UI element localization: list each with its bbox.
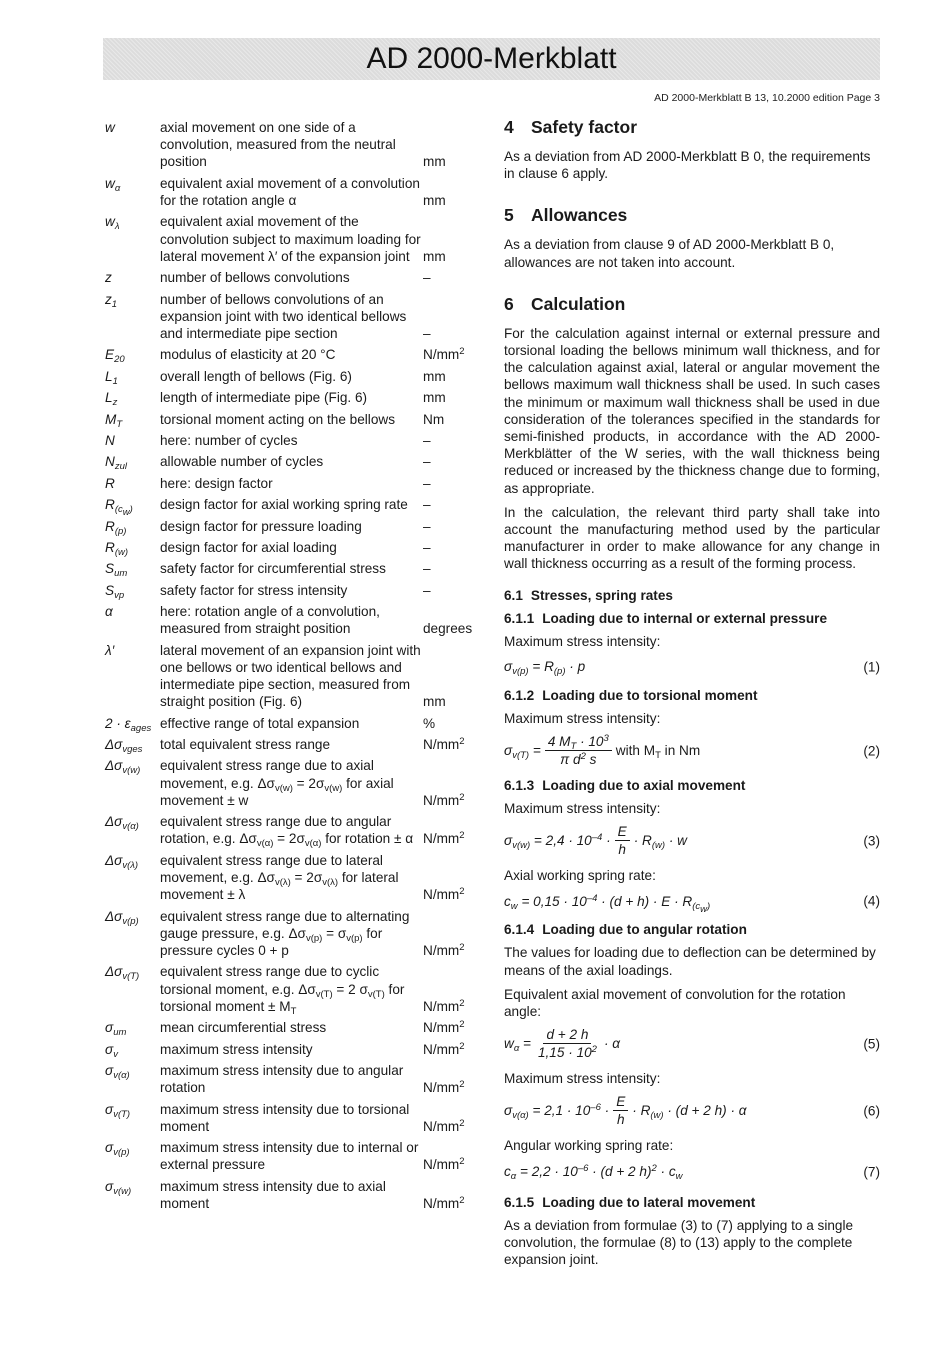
- equation-3-post: · $R_{(w)} \cdot w$: [633, 833, 687, 852]
- equation-2: [504, 734, 880, 767]
- symbol: $N_{zul}$: [105, 454, 127, 473]
- symbol: $\sigma_v$: [105, 1041, 118, 1060]
- symbol-description: effective range of total expansion: [160, 715, 360, 731]
- symbol-unit: Nm: [423, 411, 445, 427]
- symbol-unit: $N/mm^2$: [423, 346, 465, 363]
- symbol: $S_{vp}$: [105, 582, 125, 601]
- symbol-description: equivalent stress range due to lateral movement, e.g. $\Delta\sigma_{v(\lambda)} = 2\sigma_{v(\lambda)}$ for lateral movement ± λ: [160, 852, 399, 903]
- symbol-unit: mm: [423, 390, 446, 406]
- equation-7-text: $c_\alpha = 2,2 \cdot 10^{-6} \cdot (d + 2$ $h)^2 \cdot c_w$: [504, 1163, 683, 1183]
- symbol-row: [105, 813, 480, 850]
- equation-4: [504, 891, 880, 915]
- equation-1: [504, 657, 880, 677]
- symbol-row: [105, 715, 480, 732]
- symbol-description: maximum stress intensity due to axial moment: [160, 1178, 386, 1211]
- section-6-1-2-lead: Maximum stress intensity:: [504, 710, 661, 726]
- symbol: $\Delta\sigma_{v(p)}$: [105, 908, 139, 927]
- section-6-1-4-heading: 6.1.4 Loading due to angular rotation: [504, 922, 747, 938]
- symbol-row: [105, 1178, 480, 1212]
- symbol-unit: –: [423, 432, 431, 448]
- symbol-unit: $N/mm^2$: [423, 886, 465, 903]
- equation-1-text: $\sigma_{v(p)} = R_{(p)} \cdot p$: [504, 659, 586, 678]
- symbol-unit: –: [423, 561, 431, 577]
- symbol-row: [105, 119, 480, 171]
- symbol-unit: mm: [423, 368, 446, 384]
- symbol-unit: mm: [423, 248, 446, 264]
- section-6-1-4-paragraph-1: The values for loading due to deflection can be determined by means of the axial loadings.: [504, 945, 876, 978]
- symbol-row: [105, 603, 480, 637]
- document-banner: [103, 38, 880, 80]
- symbol-description: length of intermediate pipe (Fig. 6): [160, 390, 368, 406]
- symbol-row: [105, 539, 480, 556]
- section-4-heading: 4 Safety factor: [504, 117, 638, 137]
- equation-5-fraction: $\frac{d + 2 h}{1,15 \cdot 10^2}$: [537, 1027, 597, 1061]
- equation-6-fraction: $\frac{E}{h}$: [613, 1094, 628, 1127]
- symbol-unit: –: [423, 497, 431, 513]
- symbol: $w_\lambda$: [105, 214, 120, 233]
- symbol-unit: –: [423, 325, 431, 341]
- section-6-paragraph-2: In the calculation, the relevant third party shall take into account the manufacturing method used by the particular manufacturer in order to make allowance for any change in wall thickness occurring as a result of the forming process.: [504, 504, 880, 572]
- equation-6-pre: $\sigma_{v(\alpha)} = 2,1 \cdot 10^{-6}$ ·: [504, 1102, 610, 1122]
- symbol-row: [105, 432, 480, 449]
- section-6-1-4-paragraph-2: Equivalent axial movement of convolution for the rotation angle:: [504, 986, 846, 1020]
- symbol-description: safety factor for circumferential stress: [160, 561, 386, 577]
- equation-7-number: (7): [863, 1164, 880, 1180]
- section-6-1-5-heading: 6.1.5 Loading due to lateral movement: [504, 1194, 756, 1210]
- symbol: $R_{(w)}$: [105, 539, 129, 558]
- banner-title: AD 2000-Merkblatt: [366, 42, 617, 75]
- symbol-row: [105, 175, 480, 209]
- symbol: $\Delta\sigma_{v(T)}$: [105, 964, 140, 983]
- section-6-1-4-lead: Maximum stress intensity:: [504, 1071, 661, 1087]
- symbol-description: equivalent stress range due to cyclic torsional moment, e.g. $\Delta\sigma_{v(T)} = 2$ $\sigma_{v(T)}$ for torsional moment ± $M_T$: [160, 964, 405, 1017]
- symbol-description: here: rotation angle of a convolution, measured from straight position: [160, 604, 380, 637]
- equation-4-text: $c_w = 0,15 \cdot 10^{-4} \cdot (d + h) \cdot E \cdot R_{(c_w)}$: [504, 892, 711, 915]
- symbol: $R_{(p)}$: [105, 518, 127, 537]
- symbol-row: [105, 269, 480, 286]
- section-5-body: As a deviation from clause 9 of AD 2000-Merkblatt B 0, allowances are not taken into account.: [504, 237, 835, 270]
- equation-6-post: · $R_{(w)} \cdot (d + 2$ h) · α: [632, 1103, 747, 1122]
- symbol: $z_1$: [105, 291, 118, 310]
- symbol: $2 \cdot \varepsilon_{ages}$: [105, 715, 152, 734]
- symbol-unit: –: [423, 582, 431, 598]
- section-4-body: As a deviation from AD 2000-Merkblatt B 0, the requirements in clause 6 apply.: [504, 149, 871, 182]
- symbol-description: axial movement on one side of a convolution, measured from the neutral position: [160, 120, 396, 170]
- symbol-description: number of bellows convolutions: [160, 270, 350, 286]
- section-6-1-4-lead-2: Angular working spring rate:: [504, 1138, 674, 1154]
- symbol-description: safety factor for stress intensity: [160, 582, 348, 598]
- equation-3-number: (3): [863, 833, 880, 849]
- section-6-1-3-lead: Maximum stress intensity:: [504, 801, 661, 817]
- symbol-description: here: number of cycles: [160, 432, 298, 448]
- symbol-row: [105, 411, 480, 428]
- symbol-row: [105, 963, 480, 1015]
- symbol: $\sigma_{um}$: [105, 1020, 127, 1039]
- equation-2-lhs: $\sigma_{v(T)}$ =: [504, 742, 541, 761]
- symbol-unit: $N/mm^2$: [423, 1194, 465, 1211]
- section-6-heading: 6 Calculation: [504, 293, 626, 314]
- symbol-unit: $N/mm^2$: [423, 1040, 465, 1057]
- symbol-row: [105, 496, 480, 519]
- symbol-row: [105, 368, 480, 385]
- main-text: [504, 116, 880, 1275]
- symbol: α: [105, 604, 113, 620]
- symbol-unit: mm: [423, 193, 446, 208]
- equation-5-post: · α: [603, 1036, 620, 1052]
- symbol-row: [105, 642, 480, 711]
- symbol: $L_1$: [105, 368, 118, 387]
- symbol-unit: –: [423, 475, 431, 491]
- symbol-unit: –: [423, 270, 431, 286]
- section-6-1-3-heading: 6.1.3 Loading due to axial movement: [504, 778, 746, 794]
- symbol-row: [105, 1062, 480, 1096]
- symbol-description: equivalent axial movement of the convolution subject to maximum loading for lateral movement λ′ of the expansion joint: [160, 214, 421, 264]
- symbol-description: allowable number of cycles: [160, 454, 324, 470]
- equation-6-number: (6): [863, 1103, 880, 1119]
- symbol-unit: –: [423, 454, 431, 470]
- equation-5-number: (5): [863, 1036, 880, 1052]
- symbol: $R_{(c_w)}$: [105, 497, 133, 519]
- symbol: z: [105, 270, 112, 286]
- symbol-description: maximum stress intensity: [160, 1041, 313, 1057]
- running-head: AD 2000-Merkblatt B 13, 10.2000 edition Page 3: [654, 92, 880, 104]
- symbol: $S_{um}$: [105, 561, 128, 580]
- symbol-unit: –: [423, 539, 431, 555]
- symbol-row: [105, 475, 480, 492]
- equation-7: [504, 1162, 880, 1182]
- symbol-row: [105, 346, 480, 366]
- symbol-description: equivalent axial movement of a convolution for the rotation angle α: [160, 175, 420, 208]
- symbol-description: equivalent stress range due to axial movement, e.g. $\Delta\sigma_{v(w)} = 2\sigma_{v(w)}$ for axial movement ± w: [160, 758, 394, 808]
- symbol-row: [105, 852, 480, 904]
- symbol-unit: $N/mm^2$: [423, 942, 465, 959]
- symbol-description: total equivalent stress range: [160, 737, 331, 753]
- section-6-1-1-heading: 6.1.1 Loading due to internal or external pressure: [504, 610, 828, 626]
- equation-3: [504, 824, 880, 857]
- symbol-description: equivalent stress range due to alternating gauge pressure, e.g. $\Delta\sigma_{v(p)} = \sigma_{v(p)}$ for pressure cycles 0 + p: [160, 908, 410, 959]
- symbol-unit: degrees: [423, 621, 473, 637]
- equation-5-pre: $w_\alpha$ =: [504, 1036, 531, 1055]
- symbol-row: [105, 1041, 480, 1058]
- symbol: $M_T$: [105, 411, 123, 430]
- symbol-description: maximum stress intensity due to angular rotation: [160, 1063, 404, 1096]
- symbol: $\Delta\sigma_{v(\alpha)}$: [105, 814, 139, 833]
- symbol-description: maximum stress intensity due to torsional moment: [160, 1101, 410, 1134]
- symbol-unit: $N/mm^2$: [423, 1079, 465, 1096]
- symbol-row: [105, 908, 480, 960]
- equation-3-pre: $\sigma_{v(w)} = 2,4 \cdot 10^{-4}$ ·: [504, 832, 611, 852]
- symbol-unit: $N/mm^2$: [423, 830, 465, 847]
- symbol: $\sigma_{v(w)}$: [105, 1178, 132, 1197]
- symbol-description: design factor for axial working spring rate: [160, 497, 408, 513]
- symbol: $\sigma_{v(p)}$: [105, 1140, 130, 1159]
- symbol-unit: %: [423, 715, 436, 731]
- symbol: R: [105, 475, 115, 491]
- symbol: w: [105, 120, 115, 135]
- symbol-unit: $N/mm^2$: [423, 997, 465, 1014]
- equation-4-number: (4): [863, 893, 880, 909]
- symbol-description: maximum stress intensity due to internal or external pressure: [160, 1140, 419, 1173]
- symbol: N: [105, 432, 115, 448]
- symbol-unit: $N/mm^2$: [423, 1019, 465, 1036]
- symbol-row: [105, 1019, 480, 1039]
- symbol-description: here: design factor: [160, 475, 273, 491]
- equation-3-fraction: $\frac{E}{h}$: [615, 824, 630, 857]
- symbol: $\Delta\sigma_{vges}$: [105, 737, 143, 756]
- equation-1-number: (1): [863, 659, 880, 675]
- symbol-description: mean circumferential stress: [160, 1020, 327, 1036]
- section-6-1-3-lead-2: Axial working spring rate:: [504, 868, 656, 884]
- symbol: $L_z$: [105, 390, 118, 409]
- symbol-unit: mm: [423, 154, 446, 170]
- symbol-unit: $N/mm^2$: [423, 1117, 465, 1134]
- symbol-row: [105, 582, 480, 599]
- symbol-description: modulus of elasticity at 20 °C: [160, 347, 336, 363]
- symbol-row: [105, 389, 480, 409]
- section-5-heading: 5 Allowances: [504, 205, 628, 226]
- equation-2-number: (2): [863, 742, 880, 758]
- symbol: $\sigma_{v(T)}$: [105, 1101, 131, 1120]
- section-6-1-heading: 6.1 Stresses, spring rates: [504, 587, 673, 603]
- symbol-row: [105, 560, 480, 580]
- symbol-row: [105, 1139, 480, 1173]
- symbol: $\Delta\sigma_{v(w)}$: [105, 758, 141, 777]
- symbol: $\sigma_{v(\alpha)}$: [105, 1063, 130, 1081]
- section-6-1-2-heading: 6.1.2 Loading due to torsional moment: [504, 687, 758, 703]
- symbols-list: [105, 119, 480, 1216]
- symbol-description: overall length of bellows (Fig. 6): [160, 368, 352, 384]
- symbol-row: [105, 757, 480, 809]
- symbol-unit: $N/mm^2$: [423, 791, 465, 808]
- symbol-description: design factor for pressure loading: [160, 518, 362, 534]
- symbol-unit: mm: [423, 694, 446, 710]
- symbol-description: equivalent stress range due to angular rotation, e.g. $\Delta\sigma_{v(\alpha)} = 2\sigma_{v(\alpha)}$ for rotation ± α: [160, 814, 414, 850]
- symbol-description: number of bellows convolutions of an expansion joint with two identical bellows and intermediate pipe section: [160, 291, 407, 341]
- symbol-unit: $N/mm^2$: [423, 736, 465, 753]
- symbol: $E_{20}$: [105, 347, 125, 366]
- symbol: $\Delta\sigma_{v(\lambda)}$: [105, 852, 139, 871]
- symbol-row: [105, 736, 480, 756]
- section-6-1-5-body: As a deviation from formulae (3) to (7) applying to a single convolution, the formulae (8) to (13) apply to the complete expansion joint.: [504, 1217, 854, 1268]
- symbol-description: design factor for axial loading: [160, 539, 337, 555]
- equation-2-tail: with $M_T$ in Nm: [615, 742, 701, 761]
- equation-5: [504, 1027, 880, 1060]
- symbol-row: [105, 1101, 480, 1135]
- symbol-unit: –: [423, 518, 431, 534]
- section-6-1-1-lead: Maximum stress intensity:: [504, 633, 661, 649]
- equation-2-fraction: $\frac{4 M_T \cdot 10^3}{\pi d^2 s}$: [545, 734, 612, 767]
- symbol-row: [105, 291, 480, 343]
- symbol-row: [105, 213, 480, 265]
- section-6-paragraph-1: For the calculation against internal or external pressure and torsional loading the bellows minimum wall thickness, and for the calculation against axial, lateral or angular movement the bellows maximum wall thickness shall be used. In such cases the minimum or maximum wall thickness shall be used in due consideration of the tolerances specified in the standards for semi-finished products, in accordance with the AD 2000-Merkblätter of the W series, with the wall thickness being reduced or increased by the thickness change due to forming, as appropriate.: [504, 325, 880, 496]
- symbol-unit: $N/mm^2$: [423, 1156, 465, 1173]
- equation-6: [504, 1094, 880, 1127]
- symbol-row: [105, 453, 480, 473]
- symbol: $w_\alpha$: [105, 175, 121, 194]
- symbol-row: [105, 518, 480, 535]
- symbol-description: torsional moment acting on the bellows: [160, 411, 395, 427]
- symbol-description: lateral movement of an expansion joint with one bellows or two identical bellows and intermediate pipe section, measured from straight position (Fig. 6): [160, 642, 421, 710]
- symbol: λ′: [105, 642, 115, 658]
